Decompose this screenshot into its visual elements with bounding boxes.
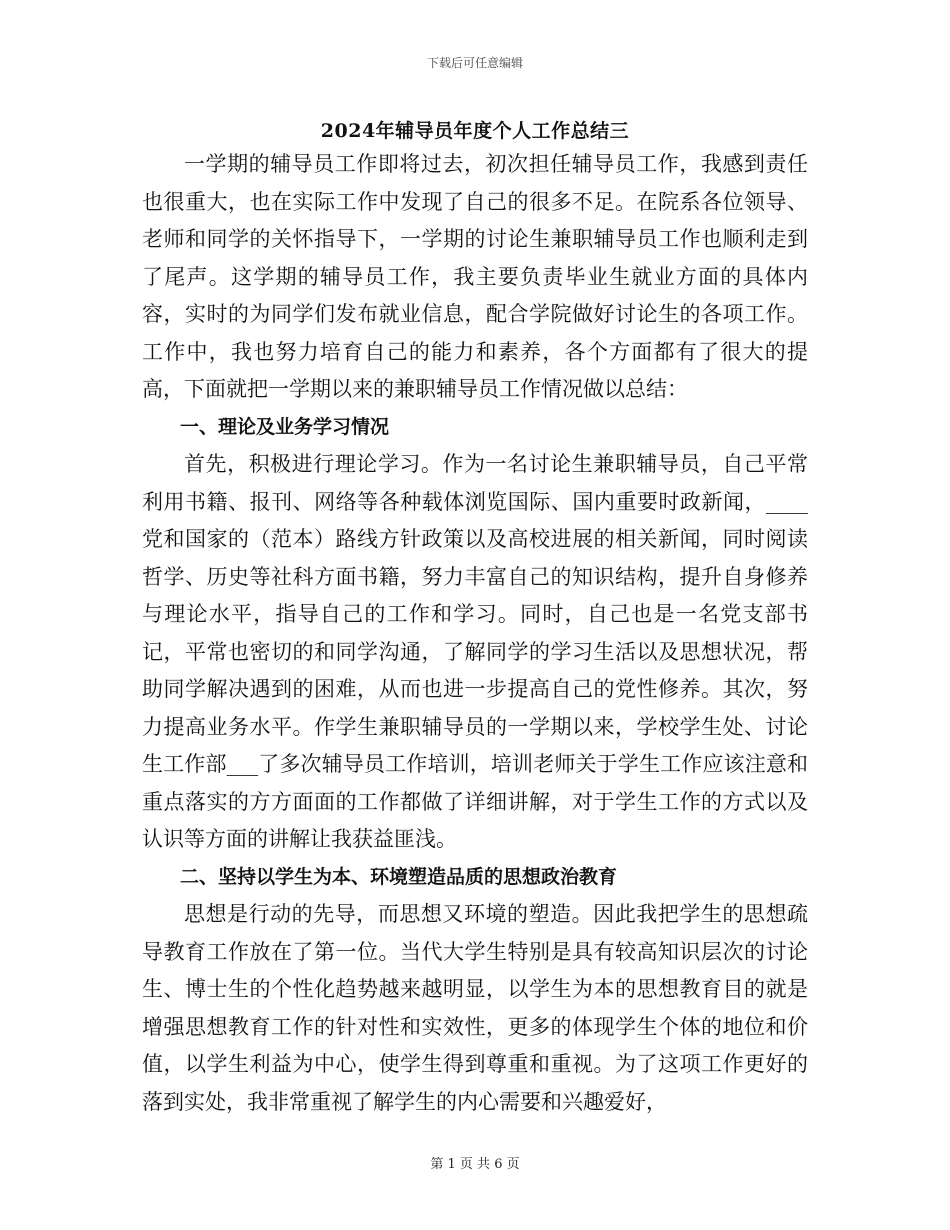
body-paragraph: 首先，积极进行理论学习。作为一名讨论生兼职辅导员，自己平常利用书籍、报刊、网络等各种载体浏览国际、国内重要时政新闻，____党和国家的（范本）路线方针政策以及高校进展的相关新闻，同时阅读哲学、历史等社科方面书籍，努力丰富自己的知识结构，提升自身修养与理论水平，指导自己的工作和学习。同时，自己也是一名党支部书记，平常也密切的和同学沟通，了解同学的学习生活以及思想状况，帮助同学解决遇到的困难，从而也进一步提高自己的党性修养。其次，努力提高业务水平。作学生兼职辅导员的一学期以来，学校学生处、讨论生工作部___了多次辅导员工作培训，培训老师关于学生工作应该注意和重点落实的方方面面的工作都做了详细讲解，对于学生工作的方式以及认识等方面的讲解让我获益匪浅。 xyxy=(142,452,808,851)
section-heading: 二、坚持以学生为本、环境塑造品质的思想政治教育 xyxy=(180,865,618,888)
header-note: 下载后可任意编辑 xyxy=(426,56,523,70)
document-body xyxy=(142,146,808,1121)
body-paragraph: 思想是行动的先导，而思想又环境的塑造。因此我把学生的思想疏导教育工作放在了第一位。当代大学生特别是具有较高知识层次的讨论生、博士生的个性化趋势越来越明显，以学生为本的思想教育目的就是增强思想教育工作的针对性和实效性，更多的体现学生个体的地位和价值，以学生利益为中心，使学生得到尊重和重视。为了这项工作更好的落到实处，我非常重视了解学生的内心需要和兴趣爱好， xyxy=(142,902,808,1114)
section-heading: 一、理论及业务学习情况 xyxy=(180,415,390,438)
document-title: 2024年辅导员年度个人工作总结三 xyxy=(320,120,630,142)
body-paragraph: 一学期的辅导员工作即将过去，初次担任辅导员工作，我感到责任也很重大，也在实际工作中发现了自己的很多不足。在院系各位领导、老师和同学的关怀指导下，一学期的讨论生兼职辅导员工作也顺利走到了尾声。这学期的辅导员工作，我主要负责毕业生就业方面的具体内容，实时的为同学们发布就业信息，配合学院做好讨论生的各项工作。工作中，我也努力培育自己的能力和素养，各个方面都有了很大的提高，下面就把一学期以来的兼职辅导员工作情况做以总结： xyxy=(142,152,808,401)
page-number: 第 1 页 共 6 页 xyxy=(430,1157,520,1172)
